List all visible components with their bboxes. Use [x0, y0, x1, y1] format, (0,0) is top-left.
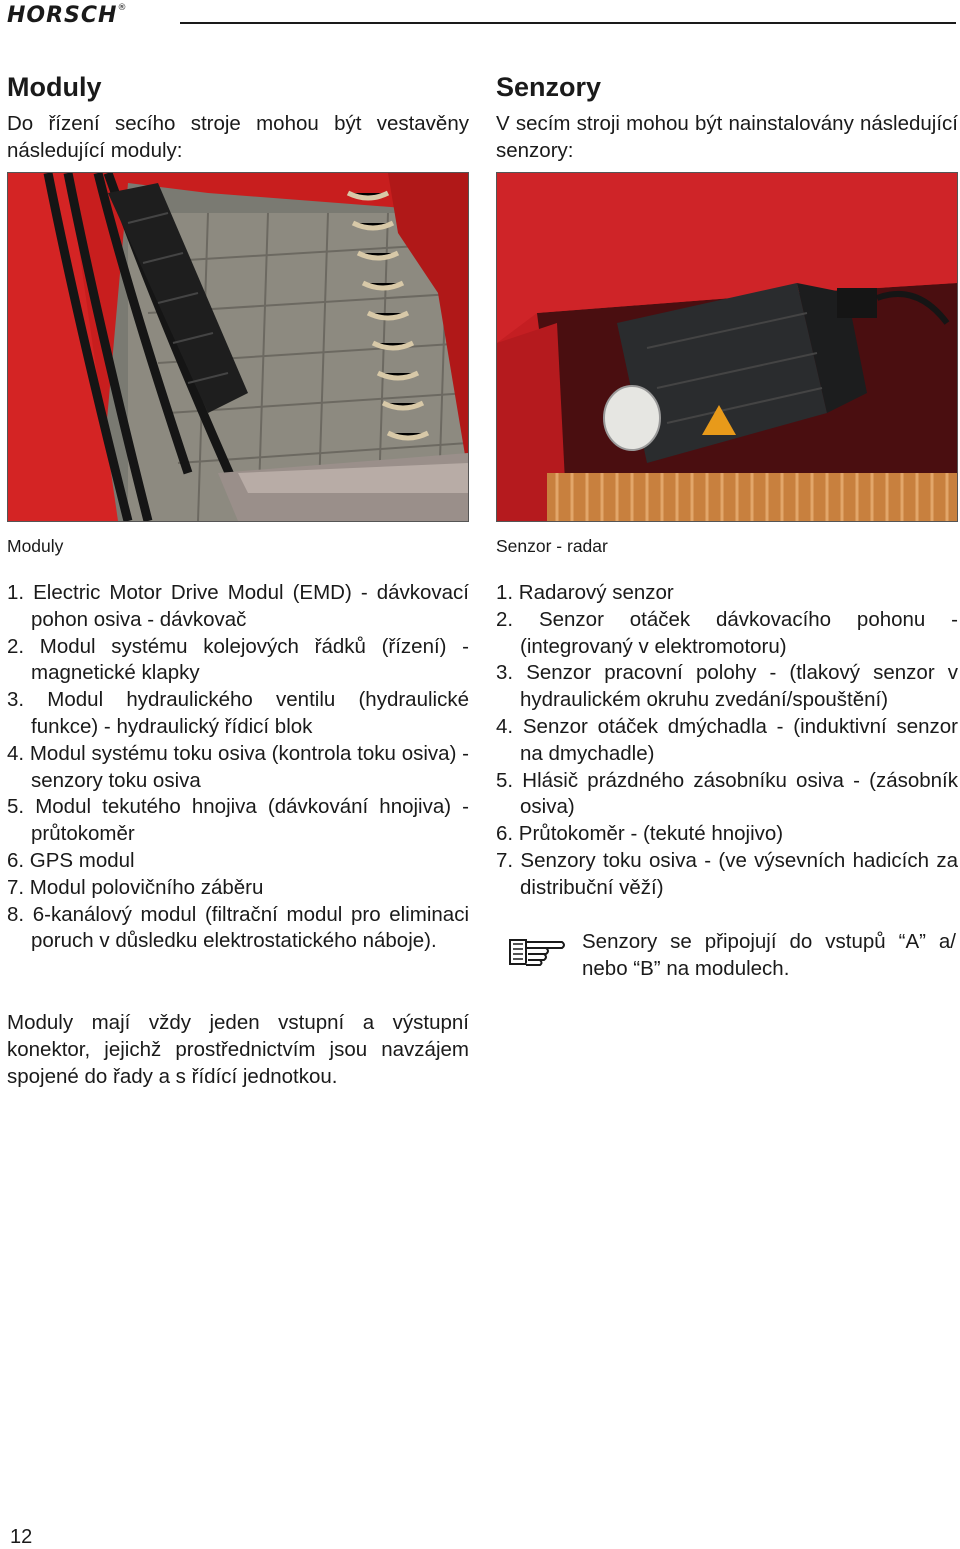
list-item: 2. Modul systému kolejových řádků (řízení) - magnetické klapky [7, 634, 469, 685]
radar-photo [496, 172, 958, 522]
horsch-logo: HORSCH® [7, 3, 128, 28]
list-item: 3. Modul hydraulického ventilu (hydraulické funkce) - hydraulický řídicí blok [7, 688, 469, 738]
page-number: 12 [10, 1526, 33, 1548]
list-item: 7. Modul polovičního záběru [7, 875, 264, 899]
sensors-heading: Senzory [496, 72, 602, 102]
sensors-intro: V secím stroji mohou být nainstalovány následující senzory: [496, 112, 958, 162]
pointing-hand-icon [506, 930, 568, 970]
list-item: 6. Průtokoměr - (tekuté hnojivo) [496, 822, 784, 846]
note-text: Senzory se připojují do vstupů “A” a/ nebo “B” na modulech. [582, 930, 956, 980]
radar-photo-caption: Senzor - radar [496, 536, 608, 556]
modules-photo-image [8, 173, 468, 521]
list-item: 1. Electric Motor Drive Modul (EMD) - dávkovací pohon osiva - dávkovač [7, 581, 469, 631]
modules-heading: Moduly [7, 72, 102, 102]
list-item: 2. Senzor otáček dávkovacího pohonu - (integrovaný v elektromotoru) [496, 607, 958, 658]
list-item: 4. Senzor otáček dmýchadla - (induktivní senzor na dmychadle) [496, 714, 958, 765]
list-item: 3. Senzor pracovní polohy - (tlakový senzor v hydraulickém okruhu zvedání/spouštění) [496, 661, 958, 712]
list-item: 7. Senzory toku osiva - (ve výsevních hadicích za distribuční věží) [496, 848, 958, 899]
header-rule [180, 22, 956, 24]
list-item: 5. Hlásič prázdného zásobníku osiva - (zásobník osiva) [496, 768, 958, 819]
list-item: 6. GPS modul [7, 848, 135, 872]
list-item: 4. Modul systému toku osiva (kontrola toku osiva) - senzory toku osiva [7, 741, 469, 792]
modules-photo-caption: Moduly [7, 536, 64, 556]
list-item: 8. 6-kanálový modul (filtrační modul pro eliminaci poruch v důsledku elektrostatického náboje). [7, 902, 469, 953]
list-item: 1. Radarový senzor [496, 581, 674, 604]
radar-photo-image [497, 173, 957, 521]
modules-intro: Do řízení secího stroje mohou být vestavěny následující moduly: [7, 112, 469, 162]
modules-list [7, 580, 469, 955]
sensors-list [496, 580, 958, 902]
modules-photo [7, 172, 469, 522]
modules-connector-text: Moduly mají vždy jeden vstupní a výstupní konektor, jejichž prostřednictvím jsou navzájem spojené do řady a s řídící jednotkou. [7, 1011, 469, 1088]
list-item: 5. Modul tekutého hnojiva (dávkování hnojiva) - průtokoměr [7, 795, 469, 846]
